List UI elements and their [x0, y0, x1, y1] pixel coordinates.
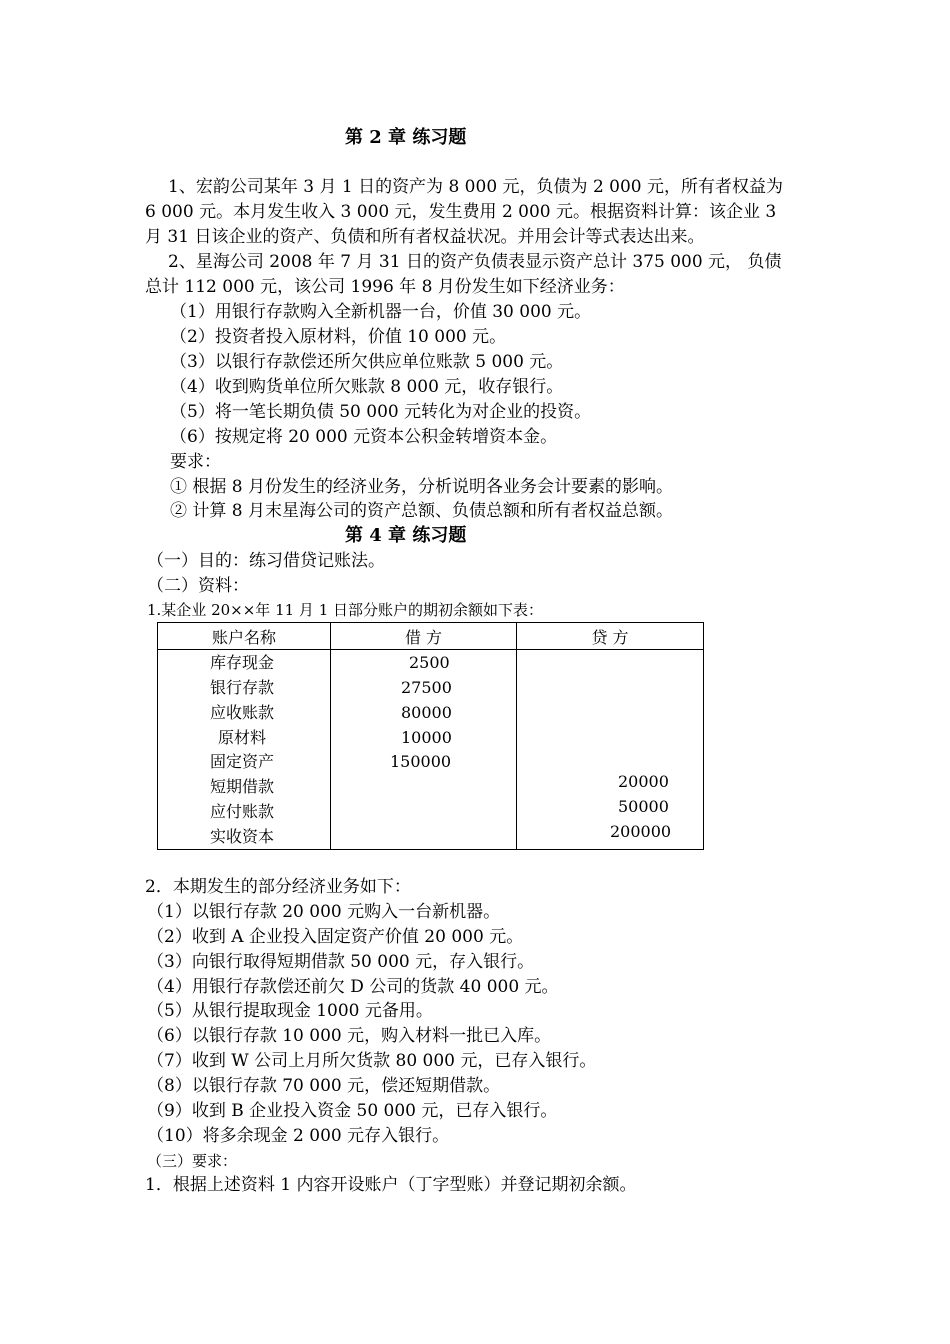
part2-title: 2．本期发生的部分经济业务如下：: [145, 877, 411, 897]
debit-fixed-assets: 150000: [390, 752, 452, 771]
account-cash: 库存现金: [210, 653, 275, 672]
debit-receivable: 80000: [401, 703, 452, 722]
q2-item-6: （6）按规定将 20 000 元资本公积金转增资本金。: [170, 427, 558, 447]
credit-payable: 50000: [618, 797, 669, 816]
header-debit: 借 方: [331, 623, 517, 650]
account-names-cell: [158, 650, 331, 850]
q2-item-5: （5）将一笔长期负债 50 000 元转化为对企业的投资。: [170, 402, 592, 422]
transaction-5: （5）从银行提取现金 1000 元备用。: [147, 1001, 433, 1021]
account-receivable: 应收账款: [210, 703, 275, 722]
transaction-3: （3）向银行取得短期借款 50 000 元，存入银行。: [147, 952, 535, 972]
q1-line-2: 6 000 元。本月发生收入 3 000 元，发生费用 2 000 元。根据资料计算：该企业 3: [145, 202, 777, 222]
table-body-row: [158, 650, 704, 850]
q1-line-3: 月 31 日该企业的资产、负债和所有者权益状况。并用会计等式表达出来。: [145, 227, 705, 247]
account-raw-materials: 原材料: [218, 728, 267, 747]
transaction-6: （6）以银行存款 10 000 元，购入材料一批已入库。: [147, 1026, 552, 1046]
chapter2-title: 第 2 章 练习题: [345, 127, 467, 148]
q2-item-1: （1）用银行存款购入全新机器一台，价值 30 000 元。: [170, 302, 592, 322]
debit-bank-deposit: 27500: [401, 678, 452, 697]
transaction-10: （10）将多余现金 2 000 元存入银行。: [147, 1126, 450, 1146]
transaction-2: （2）收到 A 企业投入固定资产价值 20 000 元。: [147, 927, 524, 947]
requirement-item-1: ① 根据 8 月份发生的经济业务，分析说明各业务会计要素的影响。: [170, 477, 674, 497]
account-payable: 应付账款: [210, 802, 275, 821]
q1-line-1: 1、宏韵公司某年 3 月 1 日的资产为 8 000 元，负债为 2 000 元，所有者权益为: [168, 177, 784, 197]
credit-cell: [517, 650, 704, 850]
opening-balance-table: [157, 622, 704, 850]
q2-line-2: 总计 112 000 元，该公司 1996 年 8 月份发生如下经济业务：: [145, 277, 625, 297]
transaction-8: （8）以银行存款 70 000 元，偿还短期借款。: [147, 1076, 501, 1096]
account-fixed-assets: 固定资产: [210, 752, 275, 771]
transaction-9: （9）收到 B 企业投入资金 50 000 元，已存入银行。: [147, 1101, 558, 1121]
debit-cell: [331, 650, 517, 850]
requirements-label: 要求：: [170, 452, 221, 472]
transaction-1: （1）以银行存款 20 000 元购入一台新机器。: [147, 902, 501, 922]
chapter4-title: 第 4 章 练习题: [345, 525, 467, 546]
q2-item-4: （4）收到购货单位所欠账款 8 000 元，收存银行。: [170, 377, 564, 397]
header-credit: 贷 方: [517, 623, 704, 650]
debit-cash: 2500: [409, 653, 450, 672]
q2-line-1: 2、星海公司 2008 年 7 月 31 日的资产负债表显示资产总计 375 000 元， 负债: [168, 252, 782, 272]
header-account-name: 账户名称: [158, 623, 331, 650]
credit-short-term-loan: 20000: [618, 772, 669, 791]
material-line: （二）资料：: [147, 576, 249, 596]
account-short-term-loan: 短期借款: [210, 777, 275, 796]
purpose-line: （一）目的：练习借贷记账法。: [147, 551, 385, 571]
account-paid-in-capital: 实收资本: [210, 827, 275, 846]
credit-paid-in-capital: 200000: [610, 822, 672, 841]
chapter4-requirements-label: （三）要求：: [147, 1152, 238, 1170]
requirement-item-2: ② 计算 8 月末星海公司的资产总额、负债总额和所有者权益总额。: [170, 501, 674, 521]
debit-raw-materials: 10000: [401, 728, 452, 747]
q2-item-2: （2）投资者投入原材料，价值 10 000 元。: [170, 327, 507, 347]
transaction-7: （7）收到 W 公司上月所欠货款 80 000 元，已存入银行。: [147, 1051, 597, 1071]
account-bank-deposit: 银行存款: [210, 678, 275, 697]
chapter4-requirement-1: 1．根据上述资料 1 内容开设账户（丁字型账）并登记期初余额。: [145, 1175, 637, 1195]
table-header-row: [158, 623, 704, 650]
q2-item-3: （3）以银行存款偿还所欠供应单位账款 5 000 元。: [170, 352, 564, 372]
transaction-4: （4）用银行存款偿还前欠 D 公司的货款 40 000 元。: [147, 977, 559, 997]
table-intro: 1.某企业 20××年 11 月 1 日部分账户的期初余额如下表：: [147, 601, 544, 619]
